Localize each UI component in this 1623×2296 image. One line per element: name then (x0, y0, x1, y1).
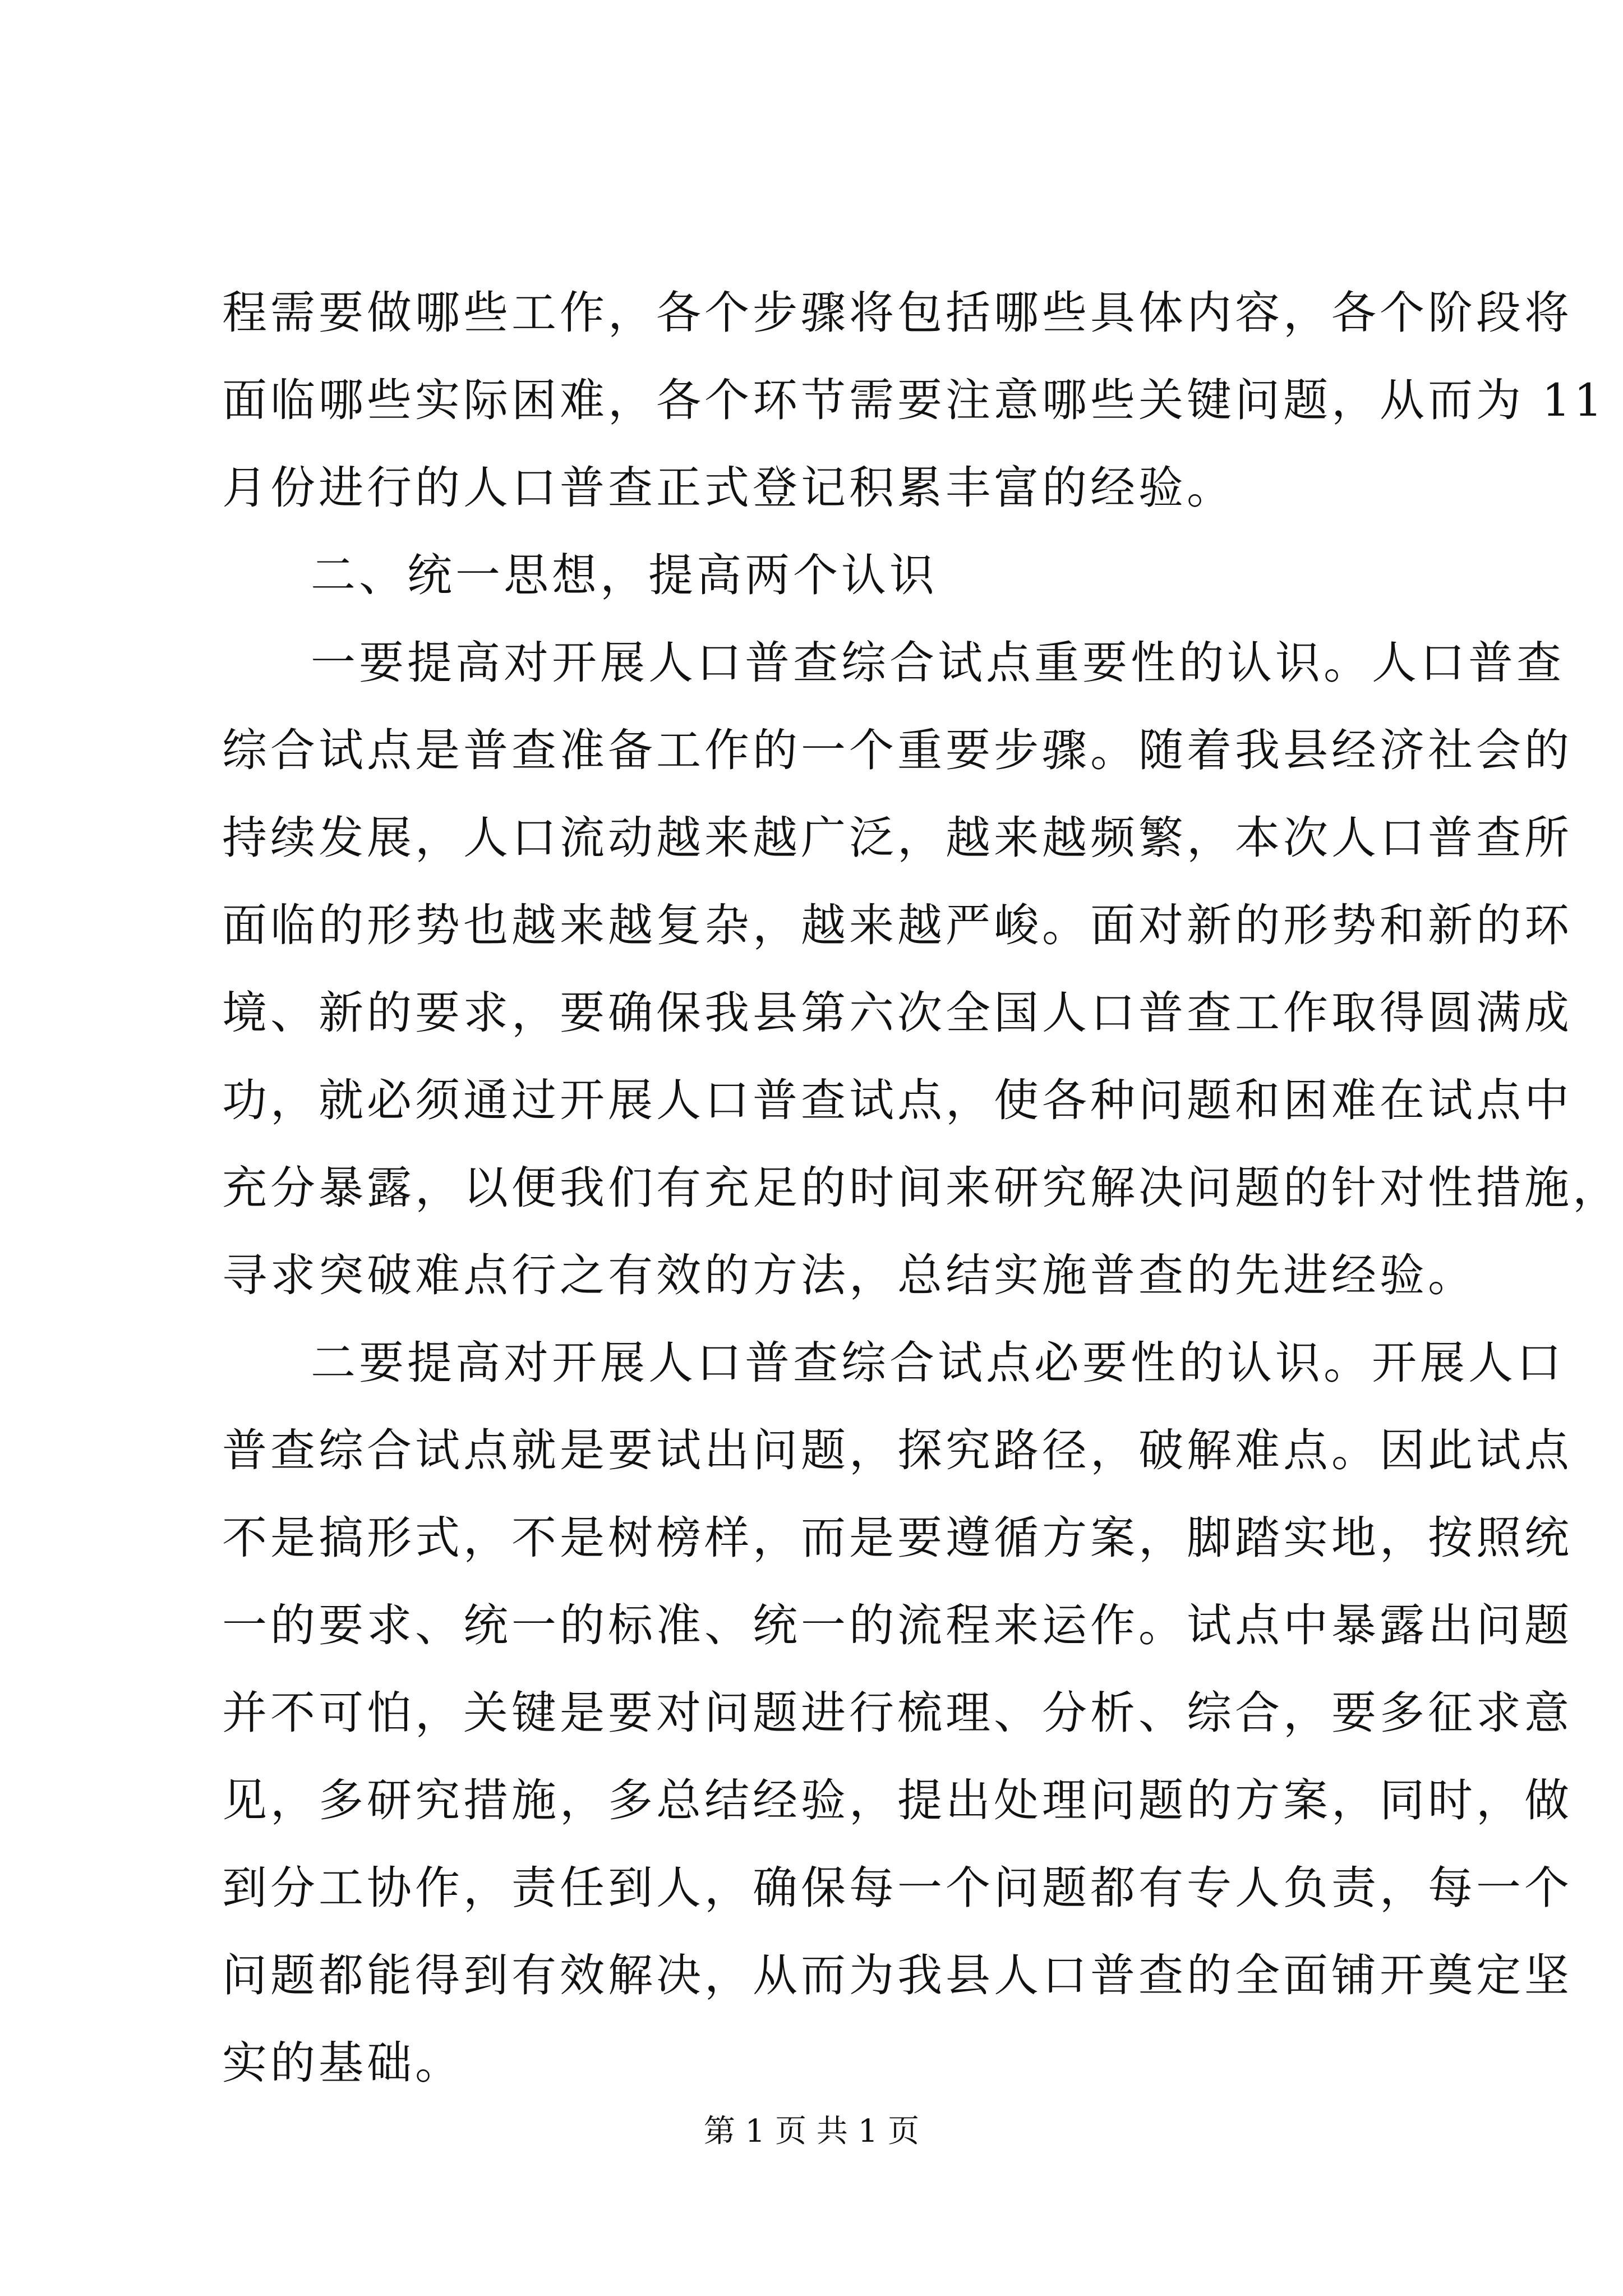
text-line: 功，就必须通过开展人口普查试点，使各种问题和困难在试点中 (222, 1074, 1573, 1126)
text-line: 见，多研究措施，多总结经验，提出处理问题的方案，同时，做 (222, 1774, 1573, 1826)
text-line: 充分暴露，以便我们有充足的时间来研究解决问题的针对性措施， (222, 1162, 1621, 1214)
text-line: 持续发展，人口流动越来越广泛，越来越频繁，本次人口普查所 (222, 812, 1573, 864)
text-line: 问题都能得到有效解决，从而为我县人口普查的全面铺开奠定坚 (222, 1949, 1573, 2001)
text-line: 面临哪些实际困难，各个环节需要注意哪些关键问题，从而为 11 (222, 374, 1606, 426)
text-line: 面临的形势也越来越复杂，越来越严峻。面对新的形势和新的环 (222, 899, 1573, 951)
text-line: 一的要求、统一的标准、统一的流程来运作。试点中暴露出问题 (222, 1599, 1573, 1651)
text-line: 一要提高对开展人口普查综合试点重要性的认识。人口普查 (311, 637, 1565, 689)
text-line: 二、统一思想，提高两个认识 (311, 549, 938, 601)
text-line: 综合试点是普查准备工作的一个重要步骤。随着我县经济社会的 (222, 724, 1573, 776)
text-line: 二要提高对开展人口普查综合试点必要性的认识。开展人口 (311, 1337, 1565, 1389)
text-line: 实的基础。 (222, 2037, 463, 2089)
text-line: 普查综合试点就是要试出问题，探究路径，破解难点。因此试点 (222, 1424, 1573, 1476)
text-line: 并不可怕，关键是要对问题进行梳理、分析、综合，要多征求意 (222, 1687, 1573, 1739)
text-line: 到分工协作，责任到人，确保每一个问题都有专人负责，每一个 (222, 1862, 1573, 1914)
text-line: 境、新的要求，要确保我县第六次全国人口普查工作取得圆满成 (222, 987, 1573, 1039)
text-line: 程需要做哪些工作，各个步骤将包括哪些具体内容，各个阶段将 (222, 287, 1573, 339)
text-line: 寻求突破难点行之有效的方法，总结实施普查的先进经验。 (222, 1249, 1476, 1301)
page-footer: 第 1 页 共 1 页 (703, 2113, 920, 2150)
text-line: 月份进行的人口普查正式登记积累丰富的经验。 (222, 462, 1235, 514)
body-text (222, 269, 1621, 2107)
text-line: 不是搞形式，不是树榜样，而是要遵循方案，脚踏实地，按照统 (222, 1512, 1573, 1564)
